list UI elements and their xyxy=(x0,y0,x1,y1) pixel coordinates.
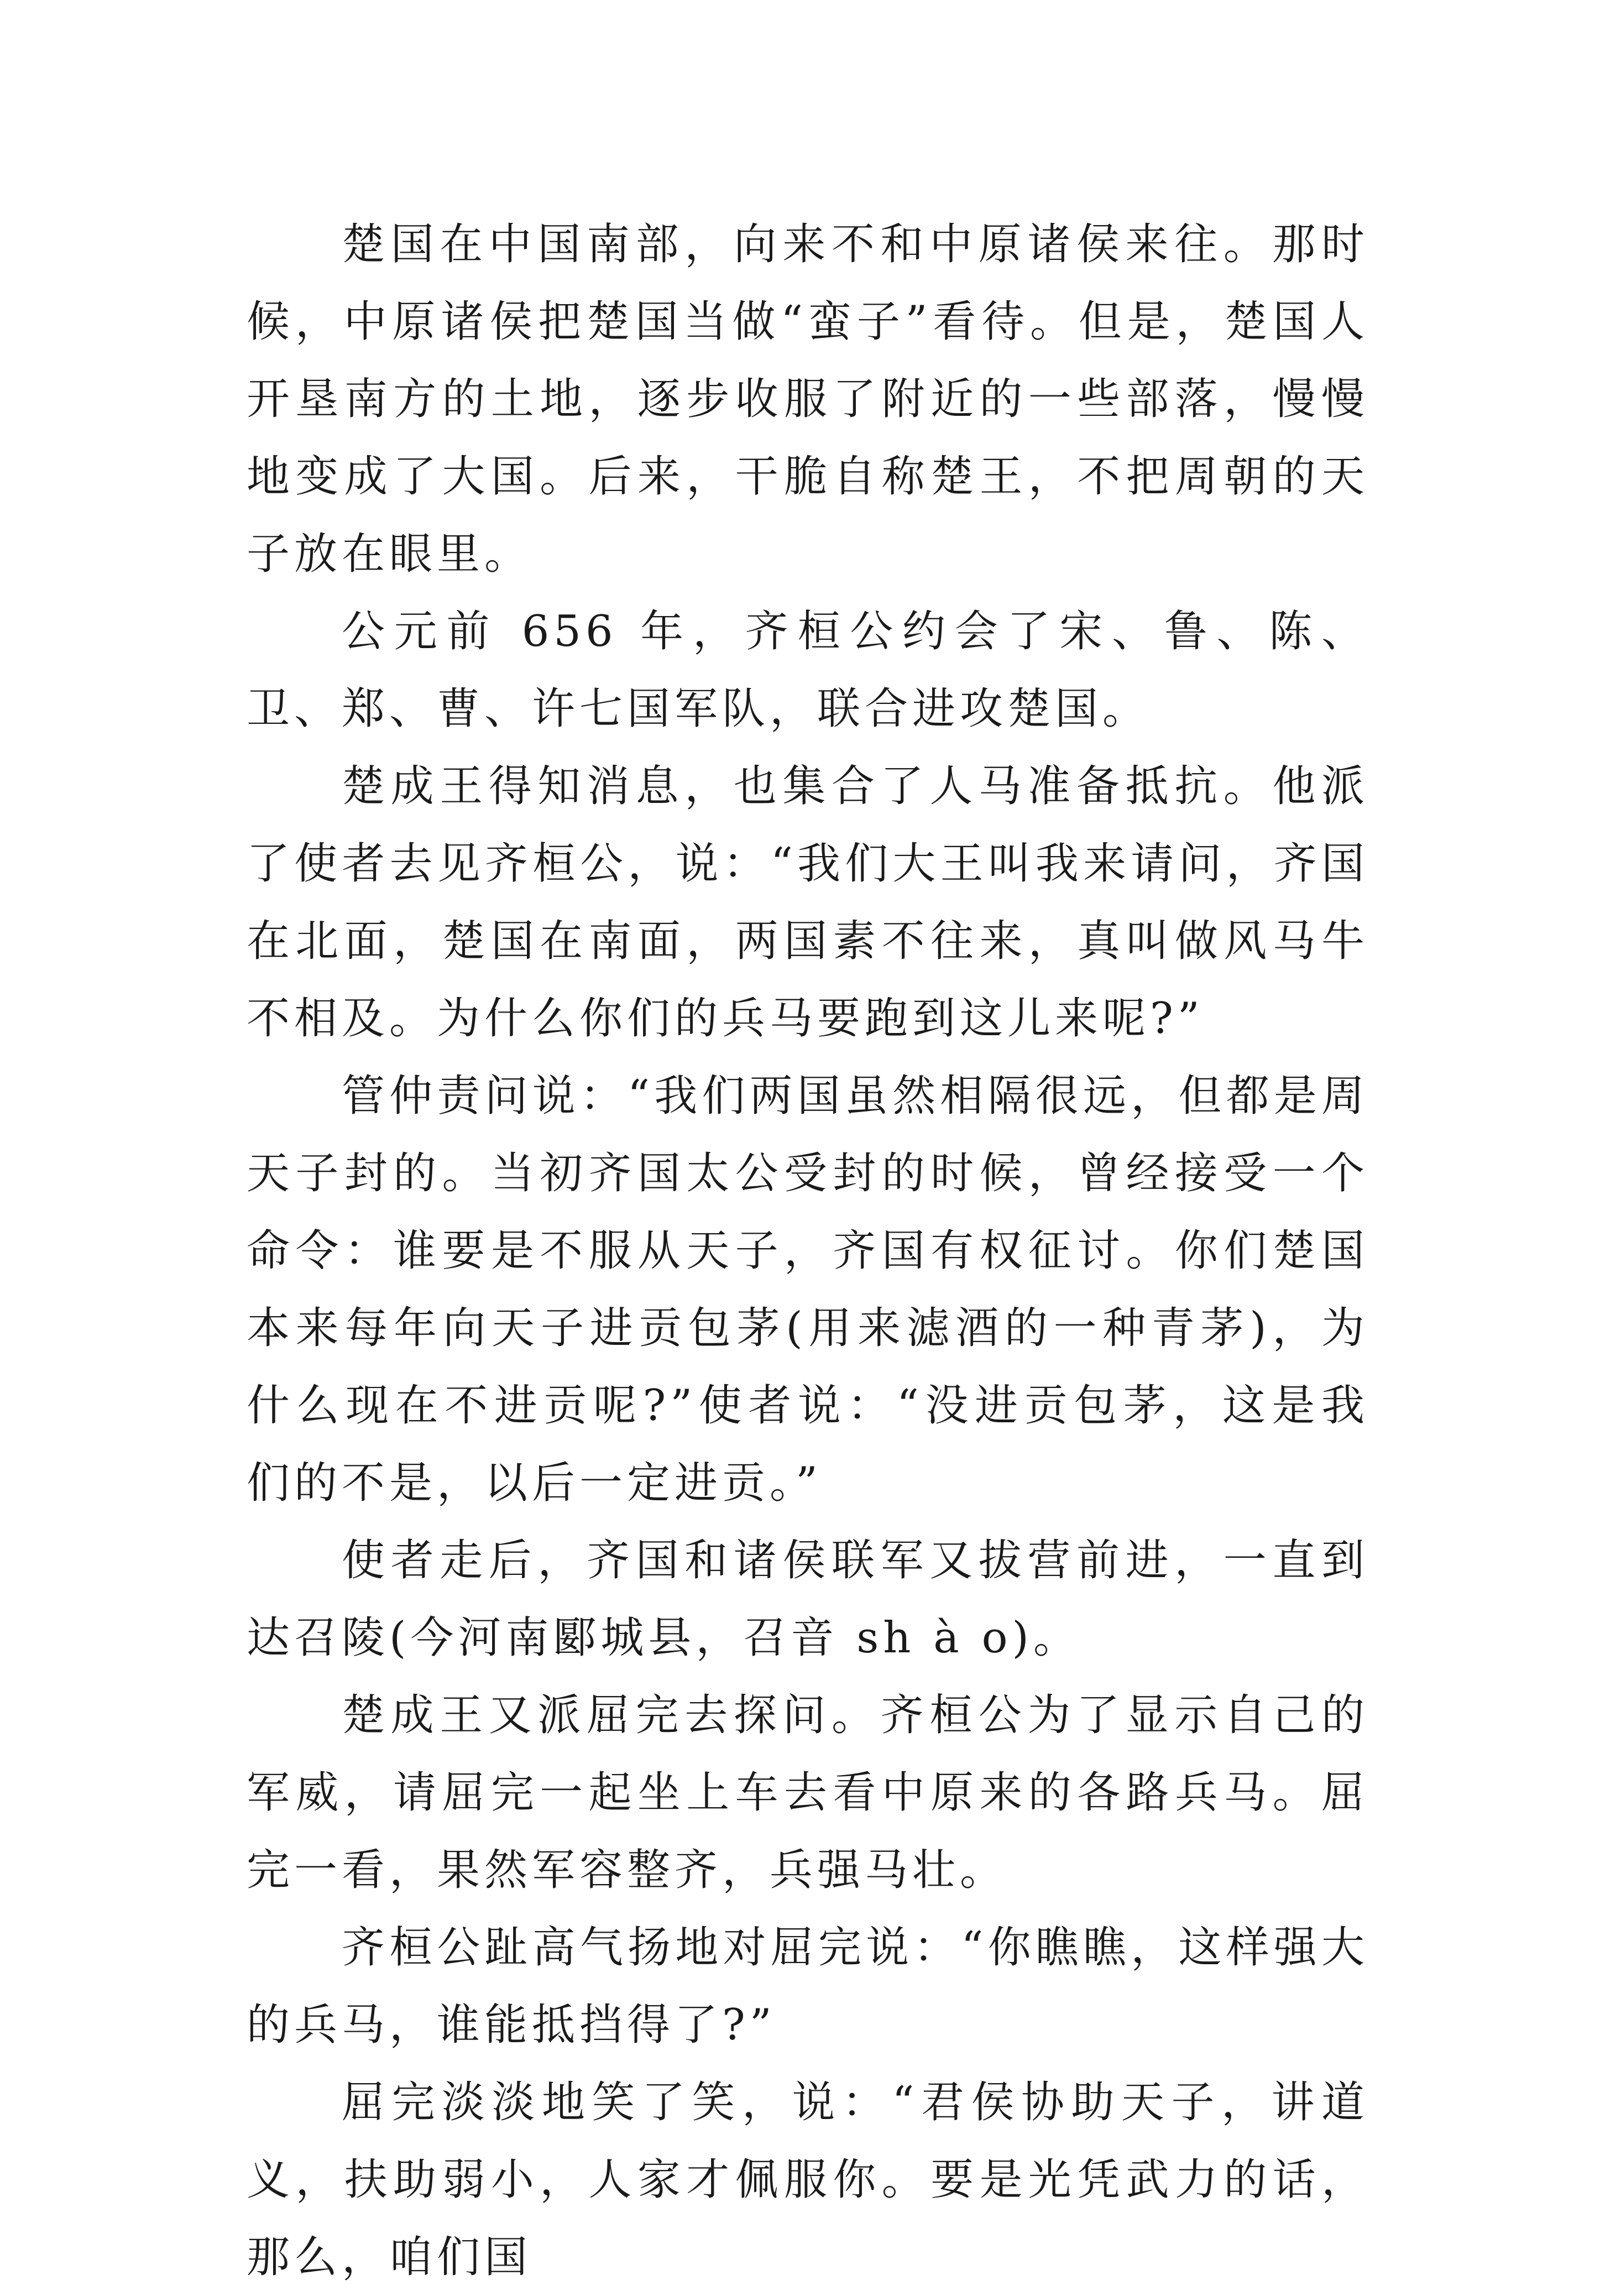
paragraph-3: 楚成王得知消息，也集合了人马准备抵抗。他派了使者去见齐桓公，说：“我们大王叫我来请问，齐国在北面，楚国在南面，两国素不往来，真叫做风马牛不相及。为什么你们的兵马要跑到这儿来呢?” xyxy=(247,761,1369,1043)
body-text xyxy=(247,206,1369,2296)
paragraph-2: 公元前 656 年，齐桓公约会了宋、鲁、陈、卫、郑、曹、许七国军队，联合进攻楚国。 xyxy=(247,607,1369,734)
paragraph-5: 使者走后，齐国和诸侯联军又拔营前进，一直到达召陵(今河南郾城县，召音 sh à o)。 xyxy=(247,1536,1369,1663)
paragraph-8: 屈完淡淡地笑了笑，说：“君侯协助天子，讲道义，扶助弱小，人家才佩服你。要是光凭武力的话，那么，咱们国 xyxy=(247,2078,1369,2282)
paragraph-6: 楚成王又派屈完去探问。齐桓公为了显示自己的军威，请屈完一起坐上车去看中原来的各路兵马。屈完一看，果然军容整齐，兵强马壮。 xyxy=(247,1690,1369,1895)
paragraph-4: 管仲责问说：“我们两国虽然相隔很远，但都是周天子封的。当初齐国太公受封的时候，曾经接受一个命令：谁要是不服从天子，齐国有权征讨。你们楚国本来每年向天子进贡包茅(用来滤酒的一种青茅)，为什么现在不进贡呢?”使者说：“没进贡包茅，这是我们的不是，以后一定进贡。” xyxy=(247,1071,1369,1508)
paragraph-1: 楚国在中国南部，向来不和中原诸侯来往。那时候，中原诸侯把楚国当做“蛮子”看待。但是，楚国人开垦南方的土地，逐步收服了附近的一些部落，慢慢地变成了大国。后来，干脆自称楚王，不把周朝的天子放在眼里。 xyxy=(247,220,1369,579)
paragraph-7: 齐桓公趾高气扬地对屈完说：“你瞧瞧，这样强大的兵马，谁能抵挡得了?” xyxy=(247,1923,1369,2050)
